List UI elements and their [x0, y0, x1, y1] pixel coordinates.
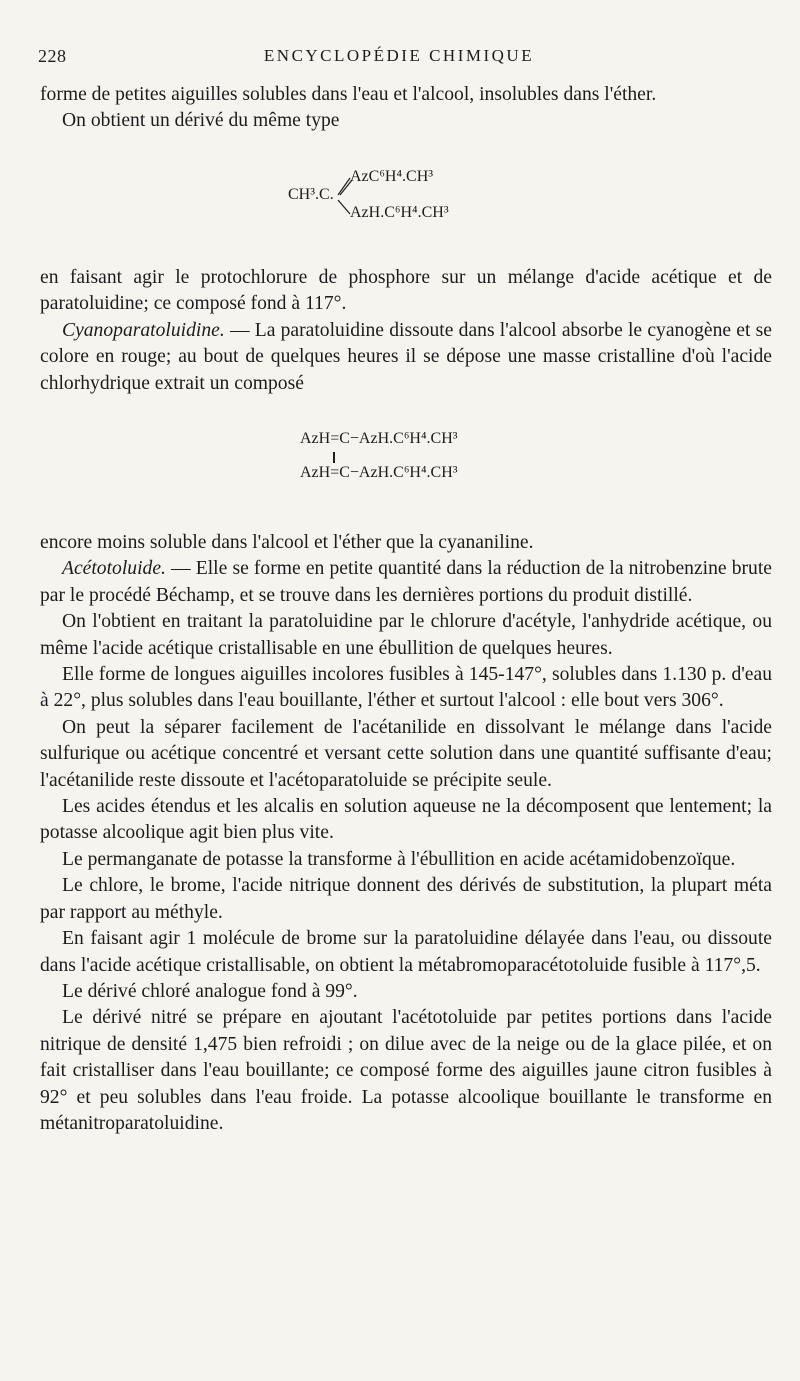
text-block-bottom	[40, 530, 772, 1137]
page-header	[38, 46, 760, 70]
formula-cyanogen-row2: AzH=C−AzH.C⁶H⁴.CH³	[300, 464, 458, 481]
formula-amidine-left: CH³.C.	[288, 186, 334, 203]
formula-amidine-upper: AzC⁶H⁴.CH³	[350, 168, 434, 185]
text-block-middle	[40, 265, 772, 397]
heading-cyanoparatoluidine: Cyanoparatoluidine.	[62, 319, 225, 341]
formula-amidine-lower: AzH.C⁶H⁴.CH³	[350, 204, 449, 221]
paragraph-brome: En faisant agir 1 molécule de brome sur la paratoluidine délayée dans l'eau, ou dissoute dans l'acide acétique cristallisable, on obtient la métabromoparacétotoluide fusible à 117°,5.	[40, 928, 772, 976]
paragraph-separation: On peut la séparer facilement de l'acétanilide en dissolvant le mélange dans l'acide sulfurique ou acétique concentré et versant cette solution dans une quantité suffisante d'eau; l'acétanilide reste dissoute et l'acétoparatoluide se précipite seule.	[40, 716, 772, 791]
running-title: ENCYCLOPÉDIE CHIMIQUE	[263, 46, 535, 65]
page-number: 228	[38, 46, 67, 66]
paragraph-chlore: Le dérivé chloré analogue fond à 99°.	[62, 980, 358, 1002]
paragraph-continuation: forme de petites aiguilles solubles dans l'eau et l'alcool, insolubles dans l'éther.	[40, 84, 657, 105]
paragraph-cyanoparatoluidine-text: — La paratoluidine dissoute dans l'alcool absorbe le cyanogène et se colore en rouge; au bout de quelques heures il se dépose une masse cristalline d'où l'acide chlorhydrique extrait un composé	[40, 319, 772, 394]
paragraph-nitre: Le dérivé nitré se prépare en ajoutant l'acétotoluide par petites portions dans l'acide nitrique de densité 1,475 bien refroidi ; on dilue avec de la neige ou de la glace pilée, et on fait cristalliser dans l'eau bouillante; ce composé forme des aiguilles jaune citron fusibles à 92° et peu solubles dans l'eau froide. La potasse alcoolique bouillante le transforme en métanitroparatoluidine.	[40, 1007, 772, 1134]
formula-amidine	[288, 166, 548, 228]
paragraph-properties: Elle forme de longues aiguilles incolores fusibles à 145-147°, solubles dans 1.130 p. d'eau à 22°, plus solubles dans l'eau bouillante, l'éther et surtout l'alcool : elle bout vers 306°.	[40, 664, 772, 712]
paragraph-permanganate: Le permanganate de potasse la transforme à l'ébullition en acide acétamidobenzoïque.	[62, 848, 736, 870]
paragraph-acetotoluide-text: — Elle se forme en petite quantité dans la réduction de la nitrobenzine brute par le procédé Béchamp, et se trouve dans les dernières portions du produit distillé.	[40, 558, 772, 606]
paragraph-cyanoparatoluidine	[40, 318, 772, 397]
paragraph-protochlorure: en faisant agir le protochlorure de phosphore sur un mélange d'acide acétique et de paratoluidine; ce composé fond à 117°.	[40, 267, 772, 315]
paragraph-substitution: Le chlore, le brome, l'acide nitrique donnent des dérivés de substitution, la plupart méta par rapport au méthyle.	[40, 875, 772, 923]
formula-cyanogen-row1: AzH=C−AzH.C⁶H⁴.CH³	[300, 430, 458, 447]
paragraph-acides: Les acides étendus et les alcalis en solution aqueuse ne la décomposent que lentement; la potasse alcoolique agit bien plus vite.	[40, 796, 772, 844]
formula-cyanogen	[300, 430, 560, 490]
text-block-top	[40, 82, 772, 135]
heading-acetotoluide: Acétotoluide.	[62, 558, 166, 580]
paragraph-acetotoluide	[40, 556, 772, 609]
formula-cyanogen-bond	[333, 452, 335, 463]
paragraph-cyananiline: encore moins soluble dans l'alcool et l'éther que la cyananiline.	[40, 532, 534, 553]
paragraph-derive: On obtient un dérivé du même type	[62, 110, 340, 132]
paragraph-obtention: On l'obtient en traitant la paratoluidine par le chlorure d'acétyle, l'anhydride acétique, ou même l'acide acétique cristallisable en une ébullition de quelques heures.	[40, 611, 772, 659]
